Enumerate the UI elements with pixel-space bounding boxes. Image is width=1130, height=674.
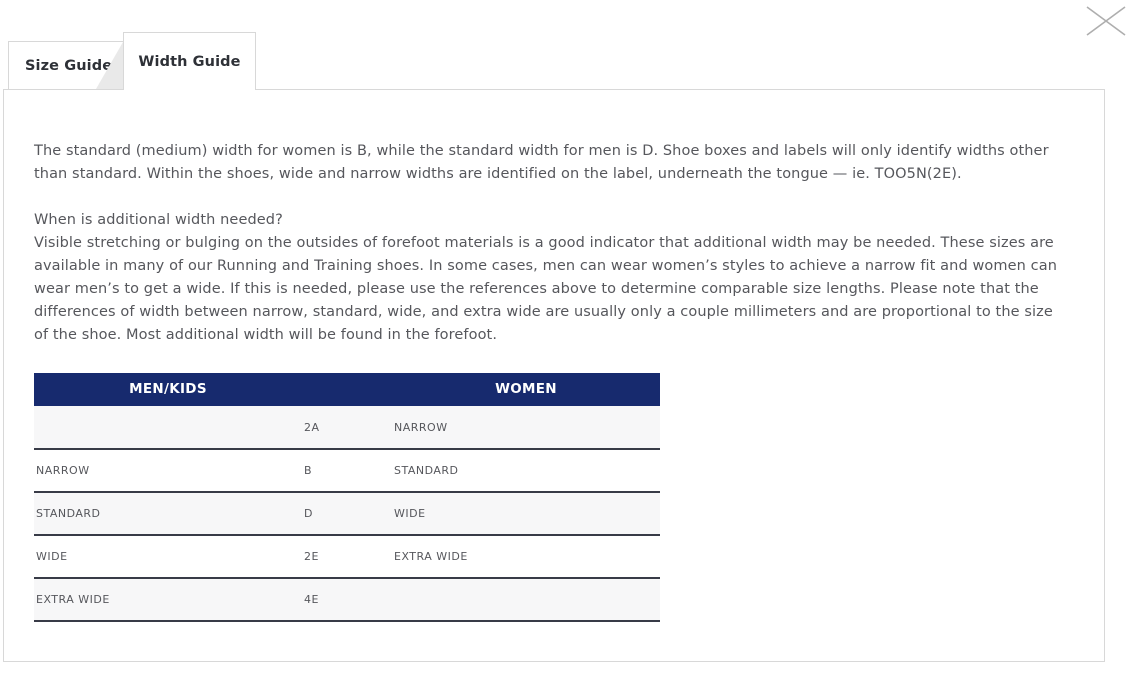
width-guide-content	[34, 140, 1062, 622]
table-row	[34, 406, 660, 449]
tab-fold-decoration	[96, 42, 123, 89]
tab-width-guide-label: Width Guide	[138, 53, 241, 70]
cell-women: EXTRA WIDE	[392, 535, 660, 578]
cell-width-code: 2E	[302, 535, 392, 578]
table-header-row	[34, 373, 660, 406]
additional-width-explanation: Visible stretching or bulging on the outsides of forefoot materials is a good indicator that additional width may be needed. These sizes are available in many of our Running and Training shoes. In some cases, men can wear women’s styles to achieve a narrow fit and women can wear men’s to get a wide. If this is needed, please use the references above to determine comparable size lengths. Please note that the differences of width between narrow, standard, wide, and extra wide are usually only a couple millimeters and are proportional to the size of the shoe. Most additional width will be found in the forefoot.	[34, 235, 1057, 343]
cell-men-kids: STANDARD	[34, 492, 302, 535]
cell-width-code: B	[302, 449, 392, 492]
table-row	[34, 578, 660, 621]
tab-size-guide-label: Size Guide	[25, 57, 113, 74]
cell-men-kids: WIDE	[34, 535, 302, 578]
table-row	[34, 535, 660, 578]
intro-paragraph: The standard (medium) width for women is B, while the standard width for men is D. Shoe boxes and labels will only identify widths other than standard. Within the shoes, wide and narrow widths are identified on the label, underneath the tongue — ie. TOO5N(2E).	[34, 143, 1049, 182]
cell-women: WIDE	[392, 492, 660, 535]
cell-women: NARROW	[392, 406, 660, 449]
width-comparison-table	[34, 373, 660, 622]
additional-width-question: When is additional width needed?	[34, 212, 283, 228]
cell-men-kids: NARROW	[34, 449, 302, 492]
table-row	[34, 492, 660, 535]
cell-women: STANDARD	[392, 449, 660, 492]
table-row	[34, 449, 660, 492]
cell-width-code: 2A	[302, 406, 392, 449]
additional-width-section	[34, 209, 1062, 347]
cell-men-kids	[34, 406, 302, 449]
width-guide-panel	[3, 89, 1105, 662]
tab-width-guide[interactable]	[123, 32, 256, 90]
close-icon[interactable]	[1084, 4, 1128, 38]
cell-men-kids: EXTRA WIDE	[34, 578, 302, 621]
cell-women	[392, 578, 660, 621]
col-header-width-code	[302, 373, 392, 406]
close-x-glyph	[1086, 6, 1126, 36]
col-header-women: WOMEN	[392, 373, 660, 406]
cell-width-code: D	[302, 492, 392, 535]
tab-size-guide[interactable]	[8, 41, 124, 90]
cell-width-code: 4E	[302, 578, 392, 621]
col-header-men-kids: MEN/KIDS	[34, 373, 302, 406]
